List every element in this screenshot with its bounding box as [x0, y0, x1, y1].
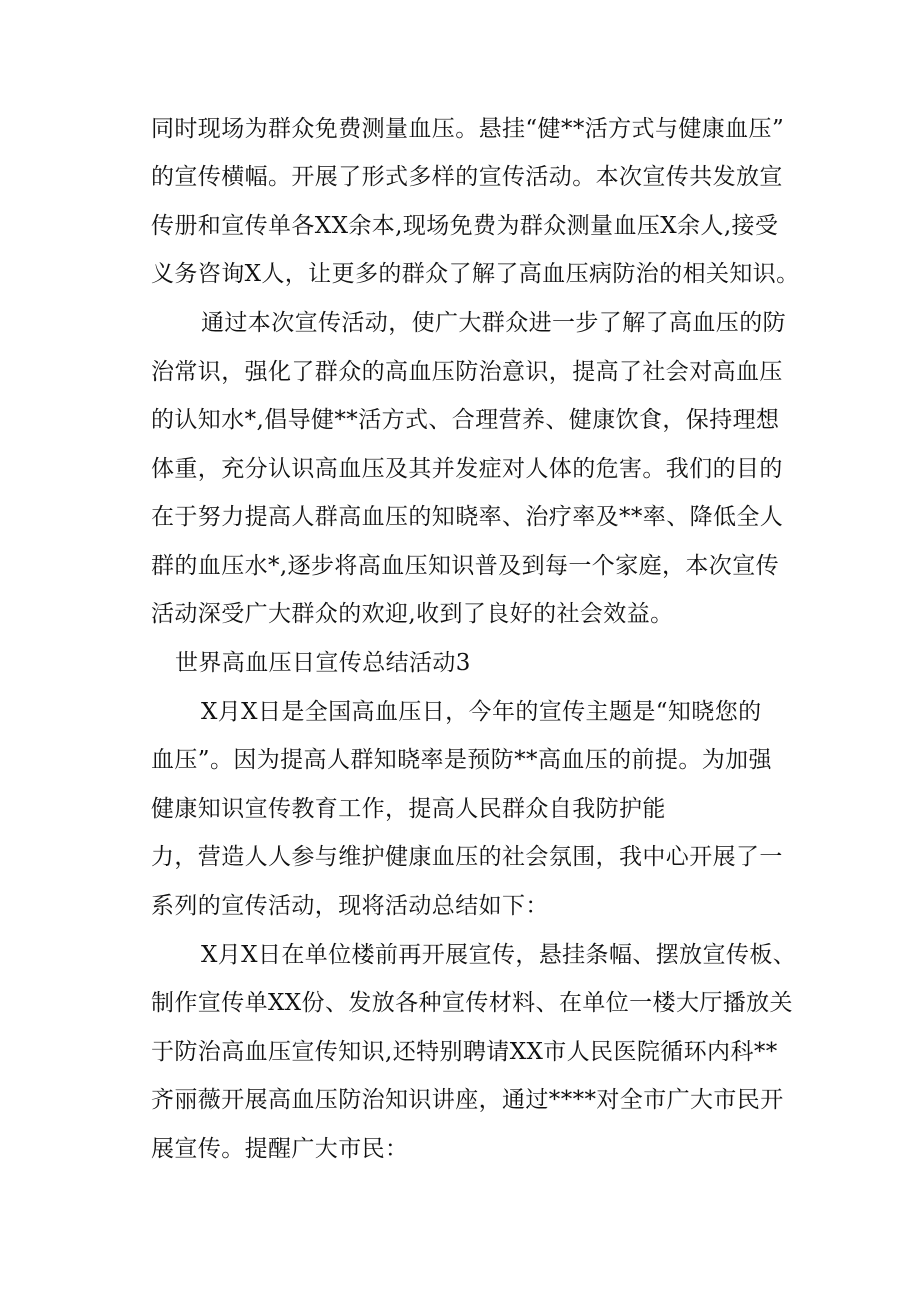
text-line: X月X日是全国高血压日，今年的宣传主题是“知晓您的: [201, 699, 762, 725]
text-line: 的认知水*,倡导健**活方式、合理营养、健康饮食，保持理想: [151, 407, 780, 433]
text-line: 于防治高血压宣传知识,还特别聘请XX市人民医院循环内科**: [151, 1039, 778, 1065]
text-line: 治常识，强化了群众的高血压防治意识，提高了社会对高血压: [151, 359, 783, 385]
text-line: 通过本次宣传活动，使广大群众进一步了解了高血压的防: [201, 310, 786, 336]
text-line: 健康知识宣传教育工作，提高人民群众自我防护能: [151, 796, 666, 822]
text-line: 在于努力提高人群高血压的知晓率、治疗率及**率、降低全人: [151, 504, 784, 530]
text-line: 系列的宣传活动，现将活动总结如下：: [151, 893, 549, 919]
text-line: 制作宣传单XX份、发放各种宣传材料、在单位一楼大厅播放关: [151, 990, 793, 1016]
text-line: 活动深受广大群众的欢迎,收到了良好的社会效益。: [151, 601, 674, 627]
text-line: 展宣传。提醒广大市民：: [151, 1136, 409, 1162]
text-line: 传册和宣传单各XX余本,现场免费为群众测量血压X余人,接受: [151, 213, 779, 239]
text-line: 同时现场为群众免费测量血压。悬挂“健**活方式与健康血压”: [151, 116, 785, 142]
section-heading: 世界高血压日宣传总结活动3: [175, 650, 471, 676]
text-line: 义务咨询X人，让更多的群众了解了高血压病防治的相关知识。: [151, 261, 800, 287]
text-line: 力，营造人人参与维护健康血压的社会氛围，我中心开展了一: [151, 844, 783, 870]
text-line: 血压”。因为提高人群知晓率是预防**高血压的前提。为加强: [151, 747, 772, 773]
text-line: X月X日在单位楼前再开展宣传，悬挂条幅、摆放宣传板、: [201, 942, 797, 968]
text-line: 体重，充分认识高血压及其并发症对人体的危害。我们的目的: [151, 456, 783, 482]
text-line: 齐丽薇开展高血压防治知识讲座，通过****对全市广大市民开: [151, 1087, 784, 1113]
text-line: 的宣传横幅。开展了形式多样的宣传活动。本次宣传共发放宣: [151, 164, 783, 190]
text-line: 群的血压水*,逐步将高血压知识普及到每一个家庭，本次宣传: [151, 553, 780, 579]
